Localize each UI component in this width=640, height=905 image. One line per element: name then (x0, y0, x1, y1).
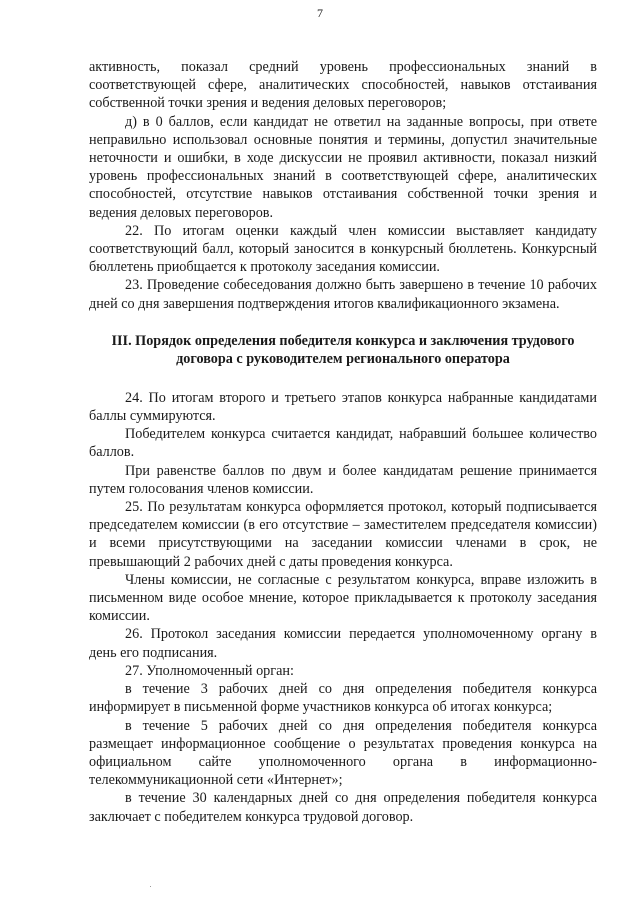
paragraph: Победителем конкурса считается кандидат, набравший большее количество баллов. (89, 426, 597, 461)
paragraph: в течение 3 рабочих дней со дня определения победителя конкурса информирует в письменной форме участников конкурса об итогах конкурса; (89, 681, 597, 716)
paragraph: 24. По итогам второго и третьего этапов конкурса набранные кандидатами баллы суммируются. (89, 389, 597, 425)
page-number: 7 (317, 6, 323, 20)
paragraphs-after-section (89, 389, 597, 826)
scan-speck (150, 886, 151, 887)
paragraphs-before-section (89, 58, 597, 313)
section-heading: III. Порядок определения победителя конкурса и заключения трудового договора с руководителем регионального оператора (111, 332, 575, 368)
paragraph: в течение 5 рабочих дней со дня определения победителя конкурса размещает информационное сообщение о результатах проведения конкурса на официальном сайте уполномоченного органа в информационно-телекоммуникационной сети «Интернет»; (89, 717, 597, 789)
paragraph: При равенстве баллов по двум и более кандидатам решение принимается путем голосования членов комиссии. (89, 462, 597, 497)
paragraph: 26. Протокол заседания комиссии передается уполномоченному органу в день его подписания. (89, 626, 597, 661)
paragraph: 25. По результатам конкурса оформляется протокол, который подписывается председателем комиссии (в его отсутствие – заместителем председателя комиссии) и всеми присутствующими на заседании комиссии членами в срок, не превышающий 2 рабочих дней с даты проведения конкурса. (89, 499, 597, 570)
paragraph: 27. Уполномоченный орган: (125, 662, 294, 679)
paragraph: д) в 0 баллов, если кандидат не ответил на заданные вопросы, при ответе неправильно использовал основные понятия и термины, допустил значительные неточности и ошибки, в ходе дискуссии не проявил активности, показал низкий уровень профессиональных знаний в соответствующей сфере, аналитических способностей, отсутствие навыков отстаивания собственной точки зрения и ведения деловых переговоров. (89, 113, 597, 221)
document-body (89, 58, 597, 826)
paragraph: Члены комиссии, не согласные с результатом конкурса, вправе изложить в письменном виде особое мнение, которое прикладывается к протоколу заседания комиссии. (89, 571, 597, 625)
paragraph: в течение 30 календарных дней со дня определения победителя конкурса заключает с победителем конкурса трудовой договор. (89, 790, 597, 825)
paragraph: 23. Проведение собеседования должно быть завершено в течение 10 рабочих дней со дня завершения подтверждения итогов квалификационного экзамена. (89, 277, 597, 312)
paragraph: активность, показал средний уровень профессиональных знаний в соответствующей сфере, аналитических способностей, навыков отстаивания собственной точки зрения и ведения деловых переговоров; (89, 59, 597, 112)
paragraph: 22. По итогам оценки каждый член комиссии выставляет кандидату соответствующий балл, который заносится в конкурсный бюллетень. Конкурсный бюллетень приобщается к протоколу заседания комиссии. (89, 222, 597, 276)
